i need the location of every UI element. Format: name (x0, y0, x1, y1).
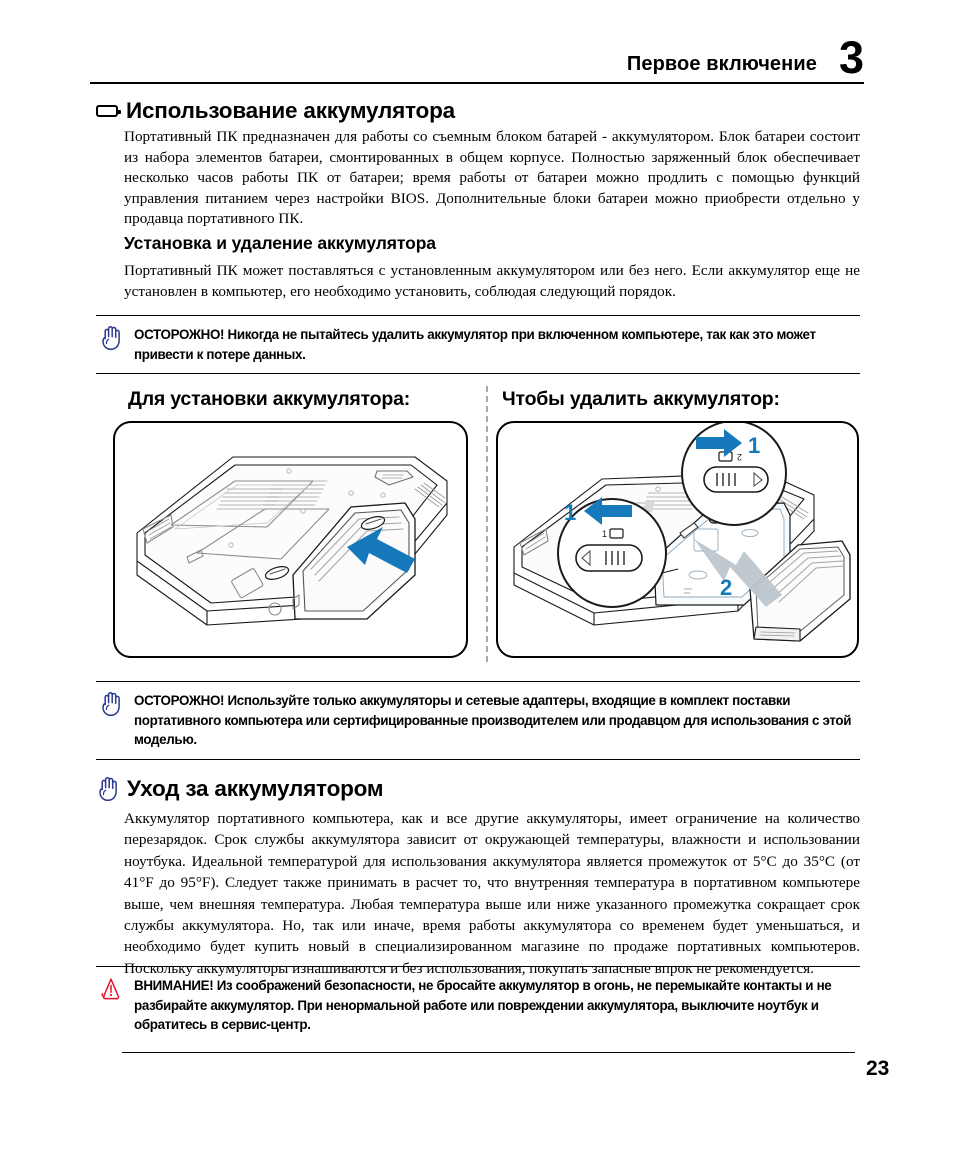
illustration-caption-install: Для установки аккумулятора: (128, 388, 411, 410)
section1-paragraph: Портативный ПК предназначен для работы со съемным блоком батарей - аккумулятором. Блок батареи состоит из набора элементов батареи, смонтированных в общем корпусе. Полностью заряженный блок обеспечивает несколько часов работы ПК от батареи; время работы от батареи можно продлить с помощью функций управления питанием через настройки BIOS. Дополнительные блоки батареи можно приобрести отдельно у продавца портативного ПК. (124, 128, 860, 228)
svg-text:1: 1 (748, 433, 761, 458)
warning2-text: ОСТОРОЖНО! Используйте только аккумуляторы и сетевые адаптеры, входящие в комплект поставки портативного компьютера или сертифицированные производителем или продавцом для использования с этой моделью. (134, 693, 852, 747)
laptop-remove-diagram (498, 423, 857, 656)
footer-divider (122, 1052, 855, 1053)
svg-text:2: 2 (736, 452, 742, 462)
illustration-remove-battery (496, 421, 859, 658)
page-header (90, 28, 864, 88)
warning-box-adapters (96, 681, 860, 760)
warning-divider-bottom (96, 373, 860, 374)
panel-divider (486, 386, 488, 662)
callout-top-latch (682, 423, 786, 525)
warning3-content (96, 967, 860, 1044)
page-number: 23 (866, 1057, 890, 1080)
callout-step-2: 2 (720, 575, 733, 600)
section2-paragraph: Аккумулятор портативного компьютера, как и все другие аккумуляторы, имеет ограничение на количество перезарядок. Срок службы аккумулятора зависит от окружающей температуры, влажности и использовании ноутбука. Идеальной температурой для использования аккумулятора является промежуток от 5°C до 35°C (от 41°F до 95°F). Следует также принимать в расчет то, что внутренняя температура в портативном компьютере выше, чем внешняя температура. Любая температура выше или ниже указанного промежутка сокращает срок службы аккумулятора. Но, так или иначе, время работы аккумулятора со временем будет уменьшаться, и необходимо будет купить новый в специализированном магазине по продаже портативных компьютеров. Поскольку аккумуляторы изнашиваются и без использования, покупать запасные впрок не рекомендуется. (124, 810, 860, 977)
warning-content (96, 316, 860, 373)
warning-text: ОСТОРОЖНО! Никогда не пытайтесь удалить аккумулятор при включенном компьютере, так как это может привести к потере данных. (134, 327, 816, 362)
warning3-text: ВНИМАНИЕ! Из соображений безопасности, не бросайте аккумулятор в огонь, не перемыкайте контакты и не разбирайте аккумулятор. При ненормальной работе или повреждении аккумулятора, выключите ноутбук и обратитесь в сервис-центр. (134, 978, 832, 1032)
chapter-title: Первое включение (626, 53, 817, 75)
hand-icon (97, 776, 119, 802)
section1-sub-paragraph: Портативный ПК может поставляться с установленным аккумулятором или без него. Если аккумулятор еще не установлен в компьютер, его необходимо установить, соблюдая следующий порядок. (124, 262, 860, 300)
section-heading-battery-use (96, 98, 455, 124)
warning2-divider-bottom (96, 759, 860, 760)
section-heading-battery-care (97, 776, 383, 802)
header-divider (90, 82, 864, 84)
warning-box-safety (96, 966, 860, 1044)
section-heading-text: Использование аккумулятора (126, 98, 455, 123)
header-row (90, 28, 864, 83)
hand-icon (100, 691, 122, 717)
illustration-caption-remove: Чтобы удалить аккумулятор: (502, 388, 780, 410)
illustration-install-battery (113, 421, 468, 658)
laptop-install-diagram (115, 423, 466, 656)
warning2-content (96, 682, 860, 759)
svg-text:1: 1 (564, 500, 577, 525)
battery-icon (96, 105, 118, 117)
subsection-heading-install-remove: Установка и удаление аккумулятора (124, 233, 436, 253)
chapter-number: 3 (838, 32, 864, 83)
svg-text:1: 1 (602, 529, 608, 539)
hand-icon (100, 325, 122, 351)
warning-box-power-on (96, 315, 860, 374)
warning-triangle-icon (100, 976, 122, 1002)
section2-heading-text: Уход за аккумулятором (127, 776, 384, 801)
